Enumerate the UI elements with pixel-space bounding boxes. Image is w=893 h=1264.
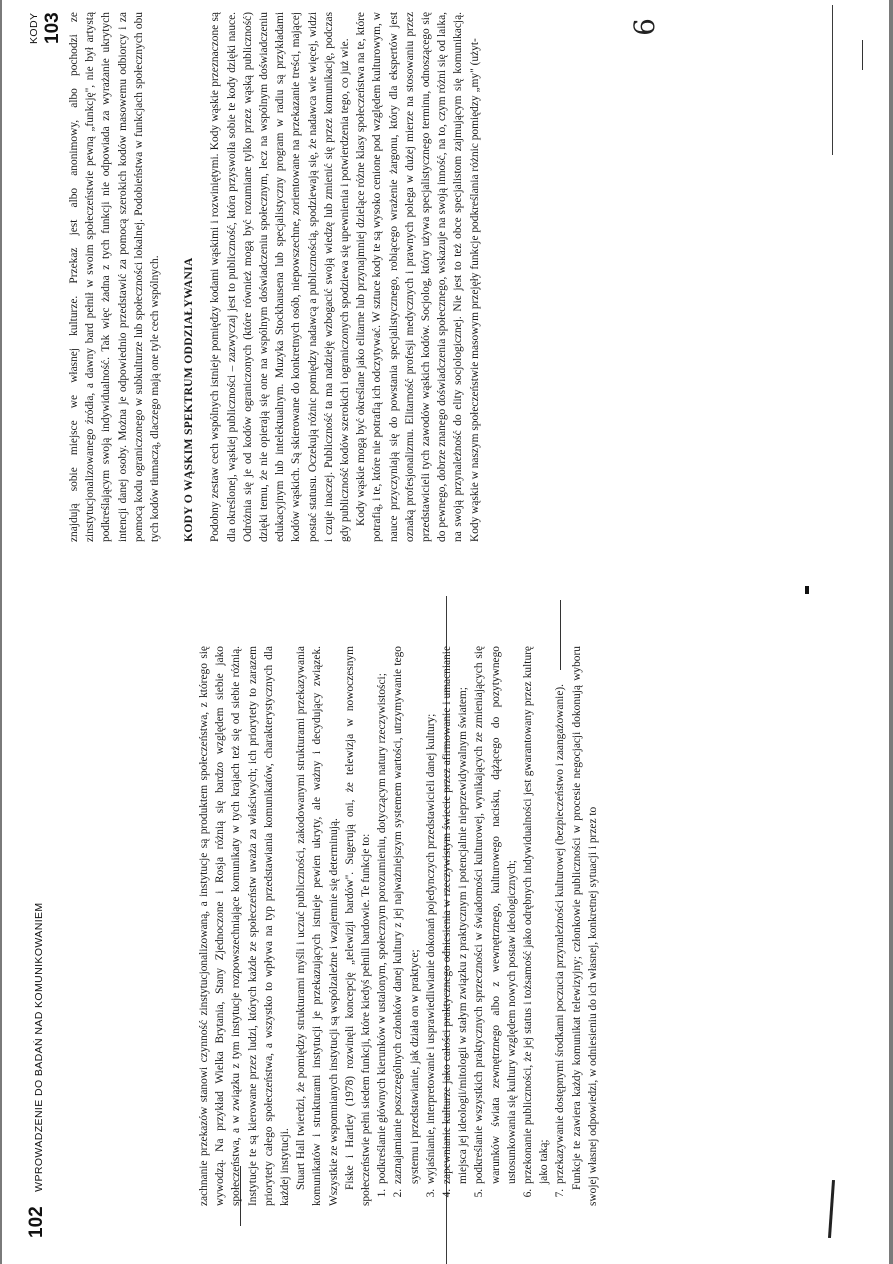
list-item: 6. przekonanie publiczności, że jej status i tożsamość jako odrębnych indywidualności jest gwarantowany przez kulturę jako taką; — [520, 646, 552, 1186]
running-head-title: WPROWADZENIE DO BADAŃ NAD KOMUNIKOWANIEM — [33, 902, 45, 1192]
list-item: 5. podkreślanie wszystkich praktycznych sprzeczności w świadomości kulturowej, wynikających ze zmieniających się warunków świata zewnętrznego albo z wewnętrznego, kulturowego nacisku, dążącego do pozytywnego ustosunkowania się kultury względem nowych postaw ideologicznych; — [471, 646, 520, 1186]
page-number: 103 — [42, 12, 63, 44]
list-item: 1. podkreślanie głównych kierunków w ustalonym, społecznym porozumieniu, dotyczącym natury rzeczywistości; — [374, 646, 390, 1186]
list-item: 3. wyjaśnianie, interpretowanie i usprawiedliwianie dokonań pojedynczych przedstawicieli danej kultury; — [423, 646, 439, 1186]
paragraph: Funkcje te zawiera każdy komunikat telewizyjny; członkowie publiczności w procesie negocjacji dokonują wyboru swojej własnej odpowiedzi, w odniesieniu do ich własnej, konkretnej sytuacji i przez to — [570, 646, 599, 1206]
paragraph: znajdują sobie miejsce we własnej kulturze. Przekaz jest albo anonimowy, albo pochodzi ze zinstytucjonalizowanego źródła, a dawny bard pełnił w swoim społeczeństwie pewną „funkcję", nie był artystą podkreślającym swoją indywidualność. Tak więc żadna z tych funkcji nie odpowiada za wyrażanie ukrytych intencji danej osoby. Można je odpowiednio przedstawić za pomocą szerokich kodów masowemu odbiorcy i za pomocą kodu ograniczonego w subkulturze lub społeczności lokalnej. Podobieństwa w funkcjach społecznych obu tych kodów tłumaczą, dlaczego mają one tyle cech wspólnych. — [68, 12, 162, 542]
page-number: 102 — [26, 1206, 47, 1238]
paragraph: Kody wąskie mogą być określane jako elitarne lub przynajmniej dzielące różne klasy społeczeństwa na te, które potrafią, i te, które nie potrafią ich odczytywać. W sztuce kody te są wysoko cenione pod względem kulturowym, w nauce przyczyniają się do powstania specjalistycznego, robiącego wrażenie żargonu, który dla ekspertów jest oznaką profesjonalizmu. Elitarność profesji medycznych i prawnych polega w dużej mierze na stosowaniu przez przedstawicieli tych zawodów wąskich kodów. Socjolog, który używa specjalistycznego terminu, odnoszącego się do pewnego, dobrze znanego doświadczenia społecznego, wskazuje na swoją inność, na to, czym różni się od laika, na swoją przynależność do elity socjologicznej. Nie jest to też obce specjalistom zajmującym się komunikacją. Kody wąskie w naszym społeczeństwie masowym przejęły funkcje podkreślania różnic pomiędzy „my" (użyt- — [355, 12, 481, 542]
list-item: 2. zaznajamianie poszczególnych członków danej kultury z jej najważniejszym systemem wartości, utrzymywanie tego systemu i przedstawianie, jak działa on w praktyce; — [390, 646, 422, 1186]
list-item: 7. przekazywanie dostępnymi środkami poczucia przynależności kulturowej (bezpieczeństwo i zaangażowanie). — [552, 646, 568, 1186]
section-heading: KODY O WĄSKIM SPEKTRUM ODDZIAŁYWANIA — [182, 257, 196, 542]
paragraph: Fiske i Hartley (1978) rozwinęli koncepcję „telewizji bardów". Sugerują oni, że telewizja w nowoczesnym społeczeństwie pełni siedem funkcji, które kiedyś pełnili bardowie. Te funkcje to: — [343, 646, 373, 1206]
paragraph: Podobny zestaw cech wspólnych istnieje pomiędzy kodami wąskimi i rozwiniętymi. Kody wąskie przeznaczone są dla określonej, wąskiej publiczności – zazwyczaj jest to publiczność, która przyswoiła sobie te kody dzięki nauce. Odróżnia się je od kodów ograniczonych (które również mogą być rozumiane tylko przez wąską publiczność) dzięki temu, że nie opierają się one na wspólnym doświadczeniu społecznym, lecz na wspólnym doświadczeniu edukacyjnym lub intelektualnym. Muzyka Stockhausena lub specjalistyczny program w radiu są przykładami kodów wąskich. Są skierowane do konkretnych osób, niepowszechne, zorientowane na przekazanie treści, mającej postać statusu. Oczekują różnic pomiędzy nadawcą a publicznością, spodziewają się, że nadawca wie więcej, widzi i czuje inaczej. Publiczność ta ma nadzieję wzbogacić swoją wiedzę lub zmienić się przez komunikację, podczas gdy publiczność kodów szerokich i ograniczonych spodziewa się upewnienia i potwierdzenia tego, co już wie. — [209, 12, 352, 542]
paragraph: zachnanie przekazów stanowi czynność zinstytucjonalizowaną, a instytucje są produktem społeczeństwa, z którego się wywodzą. Na przykład Wielka Brytania, Stany Zjednoczone i Rosja różnią się bardzo względem siebie jako społeczeństwa, a w związku z tym instytucje rozpowszechniające komunikaty w tych krajach też się od siebie różnią. Instytucje te są kierowane przez ludzi, których każde ze społeczeństw uważa za właściwych; ich priorytety to zarazem priorytety całego społeczeństwa, a wszystko to wpływa na typ przedstawiania komunikatów, charakterystycznych dla każdej instytucji. — [198, 646, 292, 1206]
running-head-title: KODY — [28, 12, 40, 44]
text-column — [196, 646, 601, 1206]
functions-list — [374, 646, 568, 1206]
handwritten-page-mark: 6 — [628, 18, 661, 36]
text-column — [66, 12, 483, 542]
running-head — [26, 902, 48, 1238]
paragraph: Stuart Hall twierdzi, że pomiędzy strukturami myśli i uczuć publiczności, zakodowanymi strukturami przekazywania komunikatów i strukturami instytucji je przekazujących istnieje pewien ukryty, ale ważny i decydujący związek. Wszystkie ze wspomnianych instytucji są wspólzależne i wzajemnie się determinują. — [295, 646, 340, 1206]
running-head — [24, 0, 64, 44]
page-103 — [0, 0, 893, 604]
list-item: 4. zapewnianie kulturze jako całości praktycznego odniesienia w rzeczywistym świecie przez afirmowanie i umacnianie miejsca jej ideologii/mitologii w stałym związku z praktycznym i potencjalnie nieprzewidywalnym światem; — [439, 646, 471, 1186]
page-102 — [0, 624, 893, 1264]
